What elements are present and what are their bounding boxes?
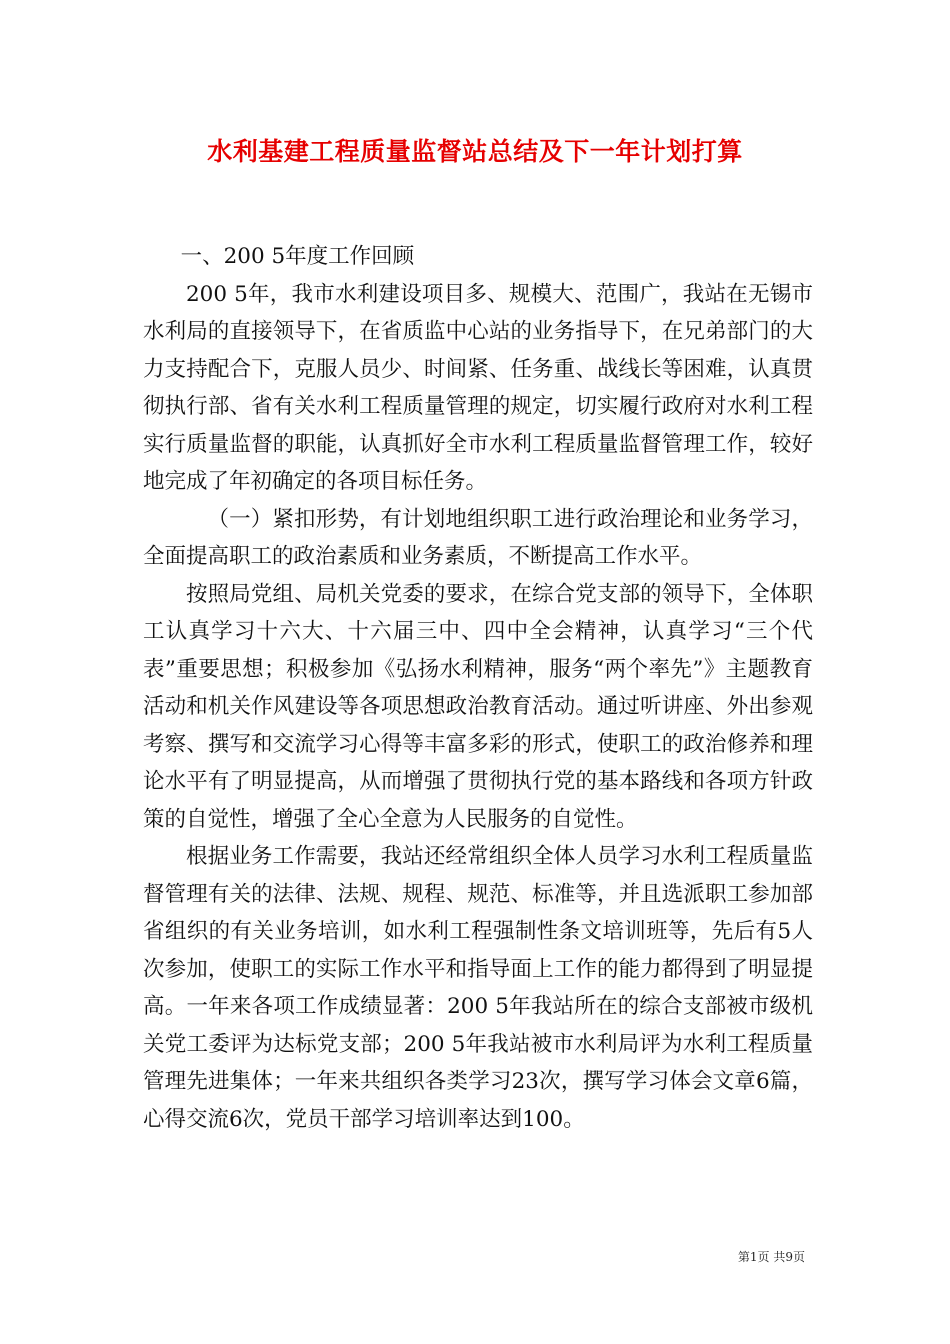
page-number: 第1页 共9页: [737, 1250, 805, 1264]
paragraph-political-study: 按照局党组、局机关党委的要求，在综合党支部的领导下，全体职工认真学习十六大、十六届三中、四中全会精神，认真学习“三个代表”重要思想；积极参加《弘扬水利精神，服务“两个率先”》主题教育活动和机关作风建设等各项思想政治教育活动。通过听讲座、外出参观考察、撰写和交流学习心得等丰富多彩的形式，使职工的政治修养和理论水平有了明显提高，从而增强了贯彻执行党的基本路线和各项方针政策的自觉性，增强了全心全意为人民服务的自觉性。: [143, 581, 813, 832]
paragraph-business-study: 根据业务工作需要，我站还经常组织全体人员学习水利工程质量监督管理有关的法律、法规、规程、规范、标准等，并且选派职工参加部省组织的有关业务培训，如水利工程强制性条文培训班等，先后有5人次参加，使职工的实际工作水平和指导面上工作的能力都得到了明显提高。一年来各项工作成绩显著：200 5年我站所在的综合支部被市级机关党工委评为达标党支部；200 5年我站被市水利局评为水利工程质量管理先进集体；一年来共组织各类学习23次，撰写学习体会文章6篇，心得交流6次，党员干部学习培训率达到100。: [143, 844, 813, 1132]
document-body: [143, 238, 813, 1138]
subsection-heading: （一）紧扣形势，有计划地组织职工进行政治理论和业务学习，全面提高职工的政治素质和业务素质，不断提高工作水平。: [143, 506, 813, 569]
paragraph-overview: 200 5年，我市水利建设项目多、规模大、范围广，我站在无锡市水利局的直接领导下，在省质监中心站的业务指导下，在兄弟部门的大力支持配合下，克服人员少、时间紧、任务重、战线长等困难，认真贯彻执行部、省有关水利工程质量管理的规定，切实履行政府对水利工程实行质量监督的职能，认真抓好全市水利工程质量监督管理工作，较好地完成了年初确定的各项目标任务。: [143, 281, 813, 494]
document-title: 水利基建工程质量监督站总结及下一年计划打算: [207, 137, 743, 166]
section-heading: 一、200 5年度工作回顾: [180, 244, 415, 269]
